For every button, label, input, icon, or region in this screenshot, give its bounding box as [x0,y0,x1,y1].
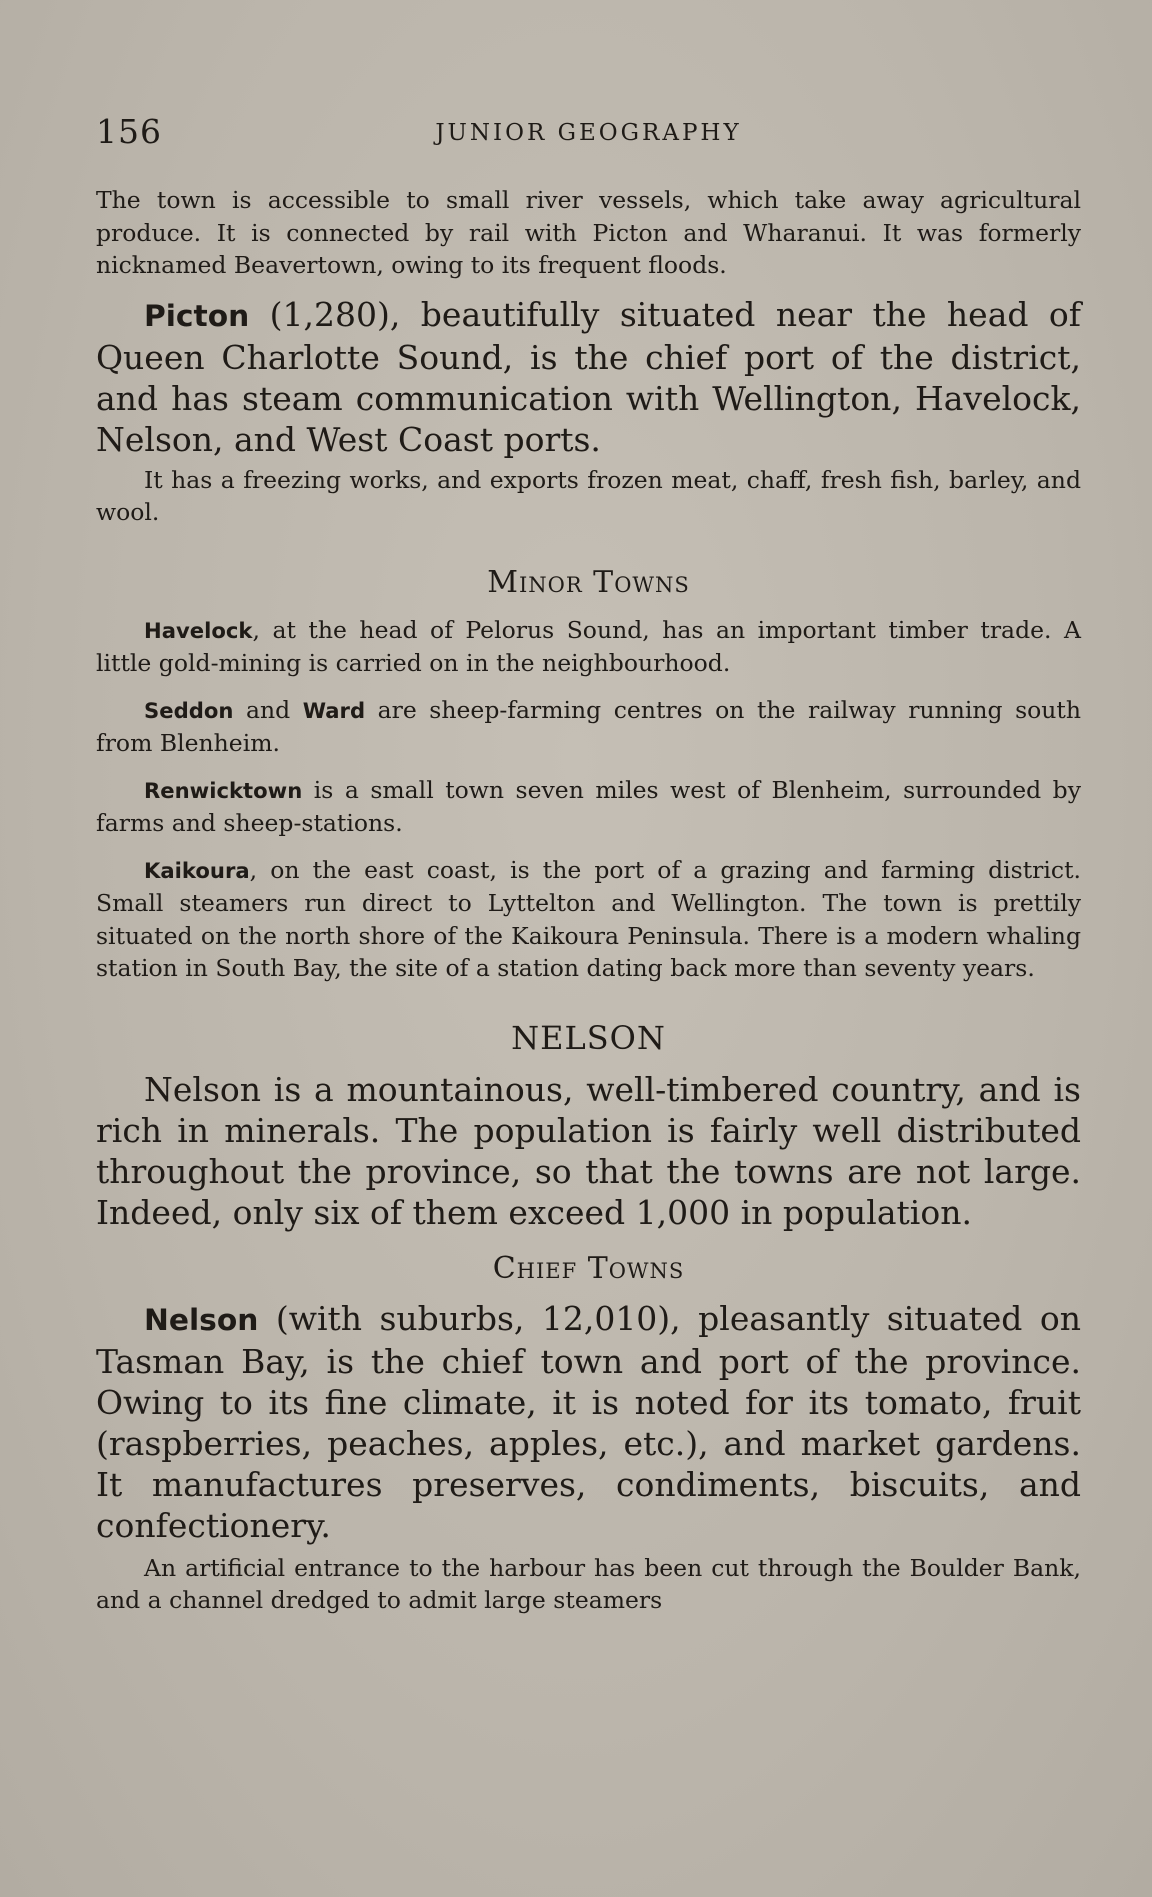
havelock-text: , at the head of Pelorus Sound, has an important timber trade. A little gold-mining is carried on in the neighbourhood. [96,615,1081,677]
paragraph-havelock [96,614,1081,680]
paragraph-picton [96,294,1081,460]
paragraph-renwicktown [96,774,1081,840]
page-number: 156 [96,112,162,151]
and-text: and [233,695,303,724]
havelock-term: Havelock [144,617,253,643]
picton-text: (1,280), beautifully situated near the head of Queen Charlotte Sound, is the chief port of the district, and has steam communication with Wellington, Havelock, Nelson, and West Coast ports. [96,294,1081,459]
paragraph-picton-exports: It has a freezing works, and exports frozen meat, chaff, fresh fish, barley, and wool. [96,465,1081,526]
renwicktown-term: Renwicktown [144,777,303,803]
ward-term: Ward [302,697,366,723]
renwicktown-text: is a small town seven miles west of Blenheim, surrounded by farms and sheep-stations. [96,775,1081,837]
paragraph-nelson-town [96,1298,1081,1546]
kaikoura-term: Kaikoura [144,857,250,883]
seddon-ward-text: are sheep-farming centres on the railway running south from Blenheim. [96,695,1082,757]
paragraph-nelson-intro: Nelson is a mountainous, well-timbered country, and is rich in minerals. The population is fairly well distributed throughout the province, so that the towns are not large. Indeed, only six of them exceed 1,000 in population. [96,1069,1081,1232]
seddon-term: Seddon [144,697,234,723]
page-body [96,184,1081,1617]
nelson-town-text: (with suburbs, 12,010), pleasantly situated on Tasman Bay, is the chief town and port of the province. Owing to its fine climate, it is noted for its tomato, fruit (raspberries, peaches, apples, etc.), and market gardens. It manufactures preserves, condiments, biscuits, and confectionery. [96,1298,1081,1545]
running-title: JUNIOR GEOGRAPHY [435,120,742,146]
paragraph-seddon-ward [96,694,1081,760]
page-header [96,112,1081,152]
nelson-heading: NELSON [511,1018,666,1057]
picton-term: Picton [144,298,250,334]
chief-towns-heading: Chief Towns [492,1250,685,1286]
minor-towns-heading: Minor Towns [487,564,690,600]
paragraph-blenheim-continued: The town is accessible to small river vessels, which take away agricultural produce. It is connected by rail with Picton and Wharanui. It was formerly nicknamed Beavertown, owing to its frequent floods. [96,186,1081,279]
paragraph-harbour: An artificial entrance to the harbour has been cut through the Boulder Bank, and a channel dredged to admit large steamers [96,1553,1081,1614]
kaikoura-text: , on the east coast, is the port of a grazing and farming district. Small steamers run direct to Lyttelton and Wellington. The town is prettily situated on the north shore of the Kaikoura Peninsula. There is a modern whaling station in South Bay, the site of a station dating back more than seventy years. [96,855,1081,982]
nelson-term: Nelson [144,1302,259,1338]
paragraph-kaikoura [96,854,1081,985]
